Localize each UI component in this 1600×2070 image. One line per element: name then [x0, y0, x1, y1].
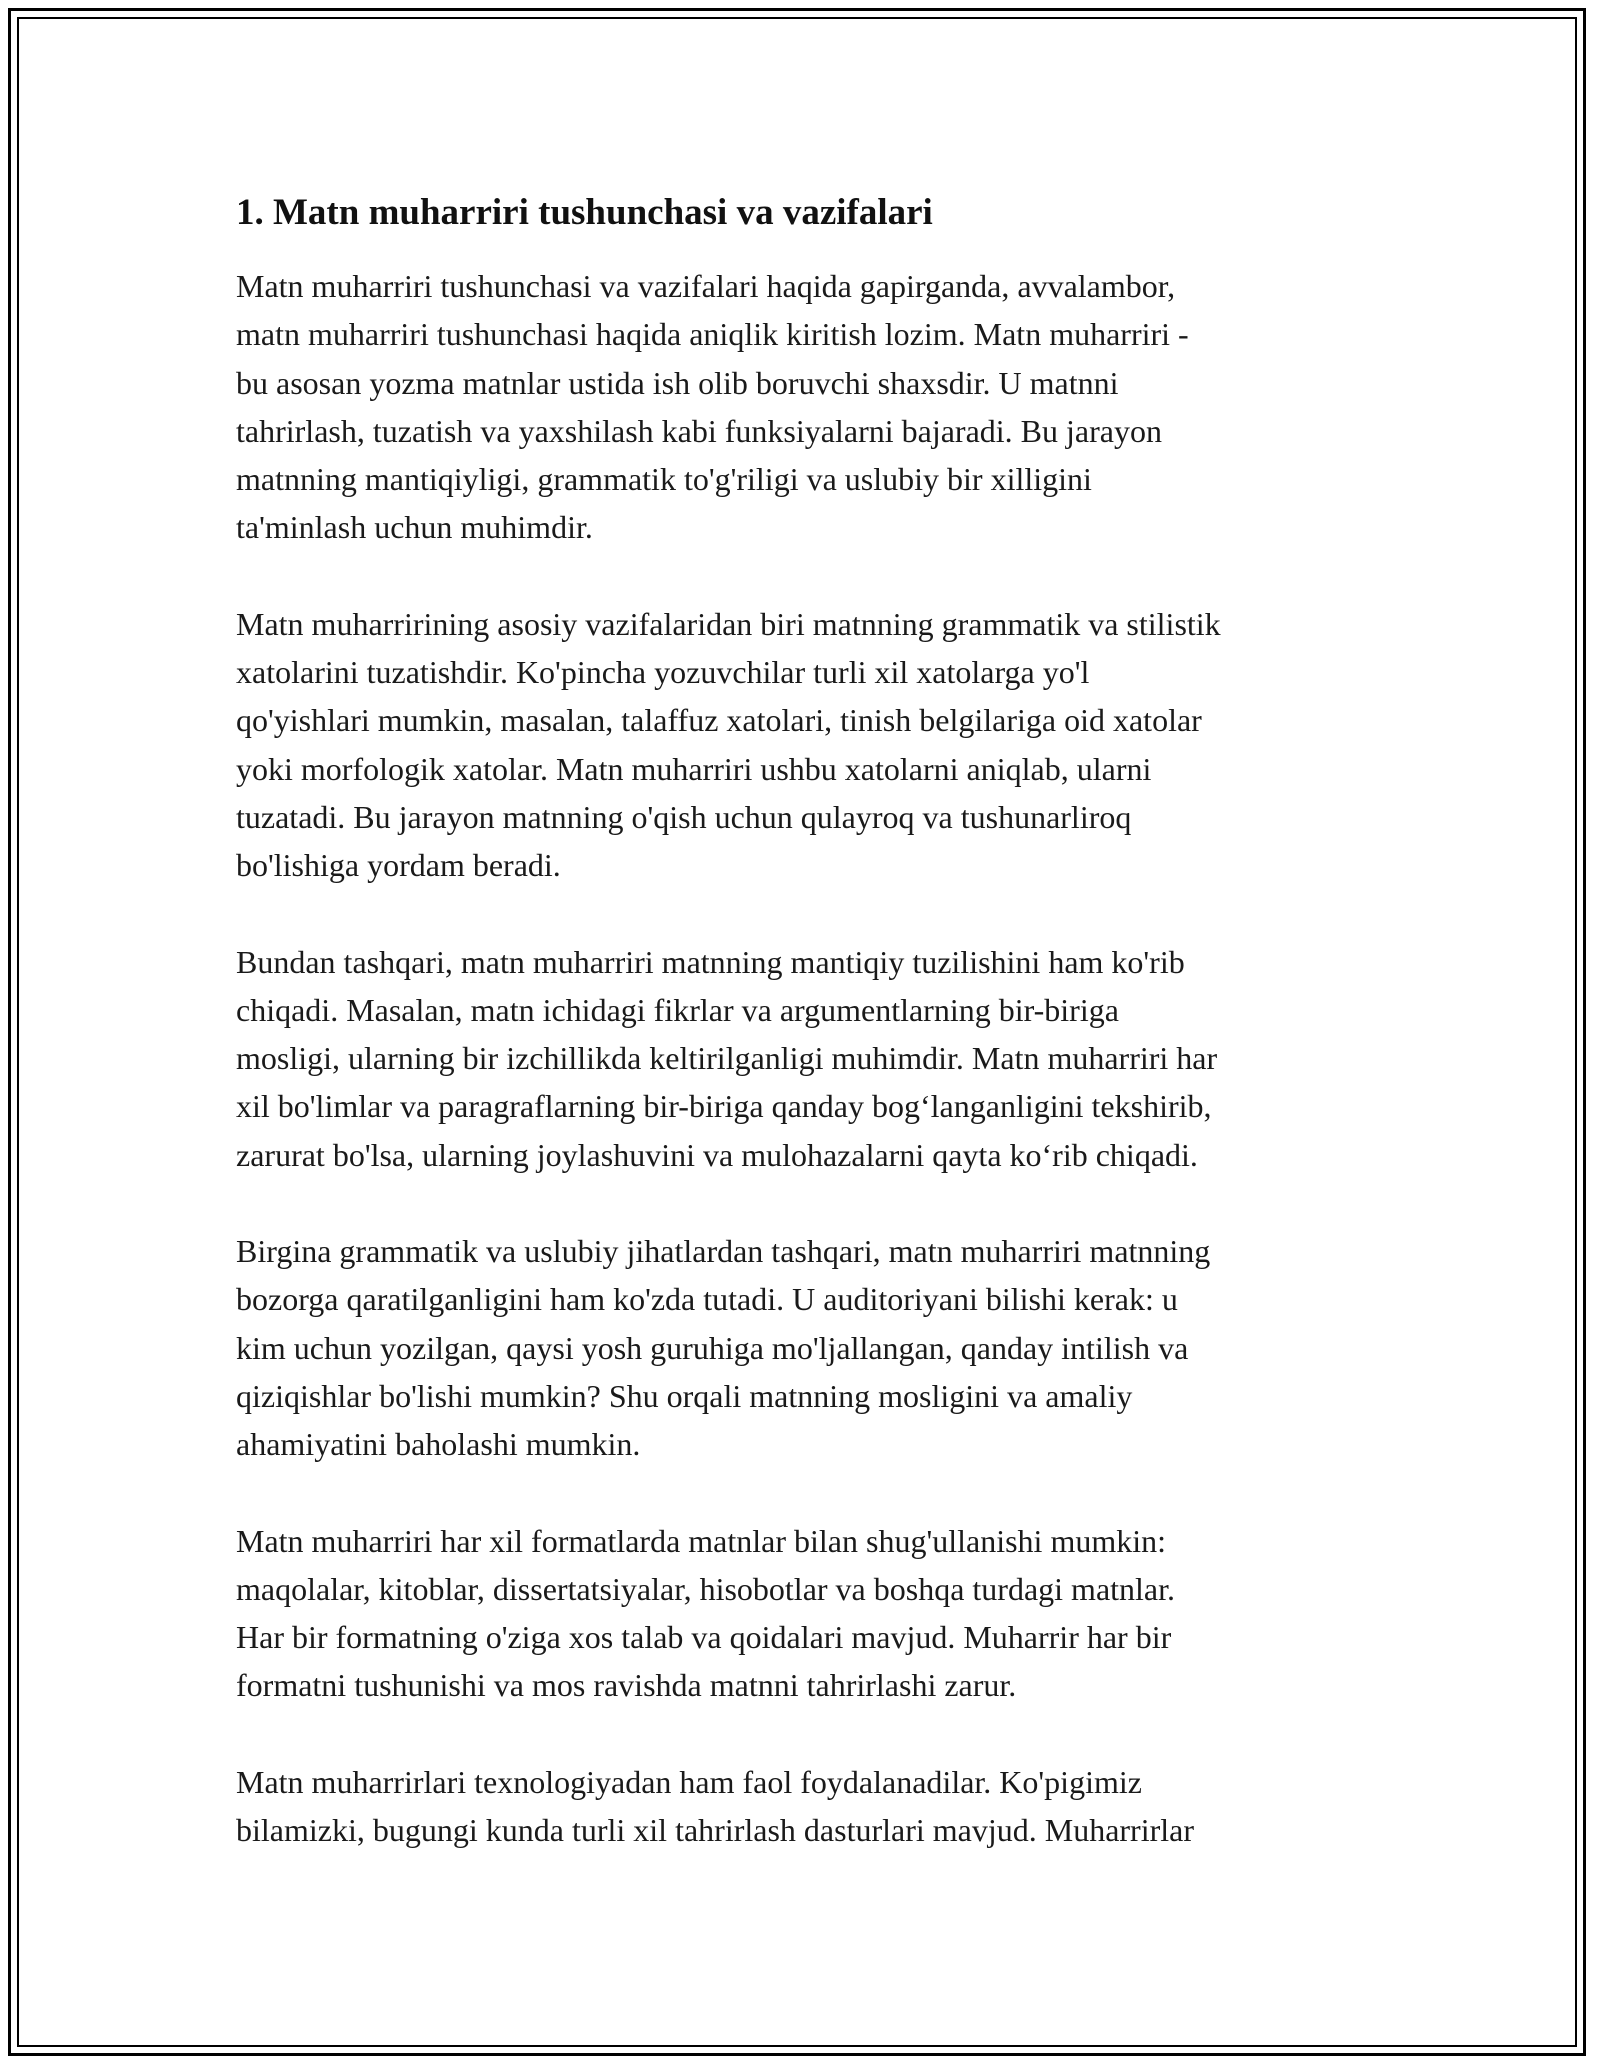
text-line: qiziqishlar bo'lishi mumkin? Shu orqali matnning mosligini va amaliy: [236, 1377, 1133, 1414]
paragraph-2: [236, 600, 1376, 890]
document-title: 1. Matn muharriri tushunchasi va vazifalari: [236, 192, 933, 233]
text-line: xatolarini tuzatishdir. Ko'pincha yozuvchilar turli xil xatolarga yo'l: [236, 654, 1090, 691]
text-line: Bundan tashqari, matn muharriri matnning mantiqiy tuzilishini ham ko'rib: [236, 943, 1185, 980]
text-line: Matn muharriri tushunchasi va vazifalari haqida gapirganda, avvalambor,: [236, 268, 1176, 304]
text-line: yoki morfologik xatolar. Matn muharriri ushbu xatolarni aniqlab, ularni: [236, 750, 1152, 787]
text-line: Matn muharrirlari texnologiyadan ham faol foydalanadilar. Ko'pigimiz: [236, 1763, 1142, 1800]
paragraph-1: [236, 262, 1376, 552]
text-line: Har bir formatning o'ziga xos talab va qoidalari mavjud. Muharrir har bir: [236, 1619, 1172, 1656]
text-line: matnning mantiqiyligi, grammatik to'g'riligi va uslubiy bir xilligini: [236, 461, 1092, 498]
text-line: zarurat bo'lsa, ularning joylashuvini va mulohazalarni qayta ko‘rib chiqadi.: [236, 1136, 1198, 1173]
text-line: matn muharriri tushunchasi haqida aniqlik kiritish lozim. Matn muharriri -: [236, 316, 1189, 353]
text-line: tahrirlash, tuzatish va yaxshilash kabi funksiyalarni bajaradi. Bu jarayon: [236, 412, 1162, 449]
text-line: bo'lishiga yordam beradi.: [236, 847, 561, 884]
paragraph-6: [236, 1758, 1376, 1855]
text-line: kim uchun yozilgan, qaysi yosh guruhiga mo'ljallangan, qanday intilish va: [236, 1329, 1189, 1366]
paragraph-3: [236, 938, 1376, 1179]
text-line: bu asosan yozma matnlar ustida ish olib boruvchi shaxsdir. U matnni: [236, 364, 1119, 401]
text-line: Matn muharririning asosiy vazifalaridan biri matnning grammatik va stilistik: [236, 605, 1221, 642]
text-line: formatni tushunishi va mos ravishda matnni tahrirlashi zarur.: [236, 1667, 1017, 1704]
text-line: bilamizki, bugungi kunda turli xil tahrirlash dasturlari mavjud. Muharrirlar: [236, 1812, 1194, 1849]
paragraph-4: [236, 1227, 1376, 1468]
text-line: bozorga qaratilganligini ham ko'zda tutadi. U auditoriyani bilishi kerak: u: [236, 1281, 1178, 1318]
text-line: Matn muharriri har xil formatlarda matnlar bilan shug'ullanishi mumkin:: [236, 1522, 1166, 1559]
text-line: qo'yishlari mumkin, masalan, talaffuz xatolari, tinish belgilariga oid xatolar: [236, 702, 1202, 739]
text-line: mosligi, ularning bir izchillikda keltirilganligi muhimdir. Matn muharriri har: [236, 1040, 1218, 1077]
text-line: tuzatadi. Bu jarayon matnning o'qish uchun qulayroq va tushunarliroq: [236, 798, 1132, 835]
text-line: Birgina grammatik va uslubiy jihatlardan tashqari, matn muharriri matnning: [236, 1233, 1211, 1270]
text-line: maqolalar, kitoblar, dissertatsiyalar, hisobotlar va boshqa turdagi matnlar.: [236, 1570, 1176, 1607]
text-line: ta'minlash uchun muhimdir.: [236, 509, 593, 546]
document-body: [236, 188, 1376, 1902]
paragraph-5: [236, 1517, 1376, 1710]
text-line: chiqadi. Masalan, matn ichidagi fikrlar va argumentlarning bir-biriga: [236, 991, 1119, 1028]
text-line: ahamiyatini baholashi mumkin.: [236, 1426, 641, 1463]
text-line: xil bo'limlar va paragraflarning bir-biriga qanday bog‘langanligini tekshirib,: [236, 1088, 1212, 1125]
